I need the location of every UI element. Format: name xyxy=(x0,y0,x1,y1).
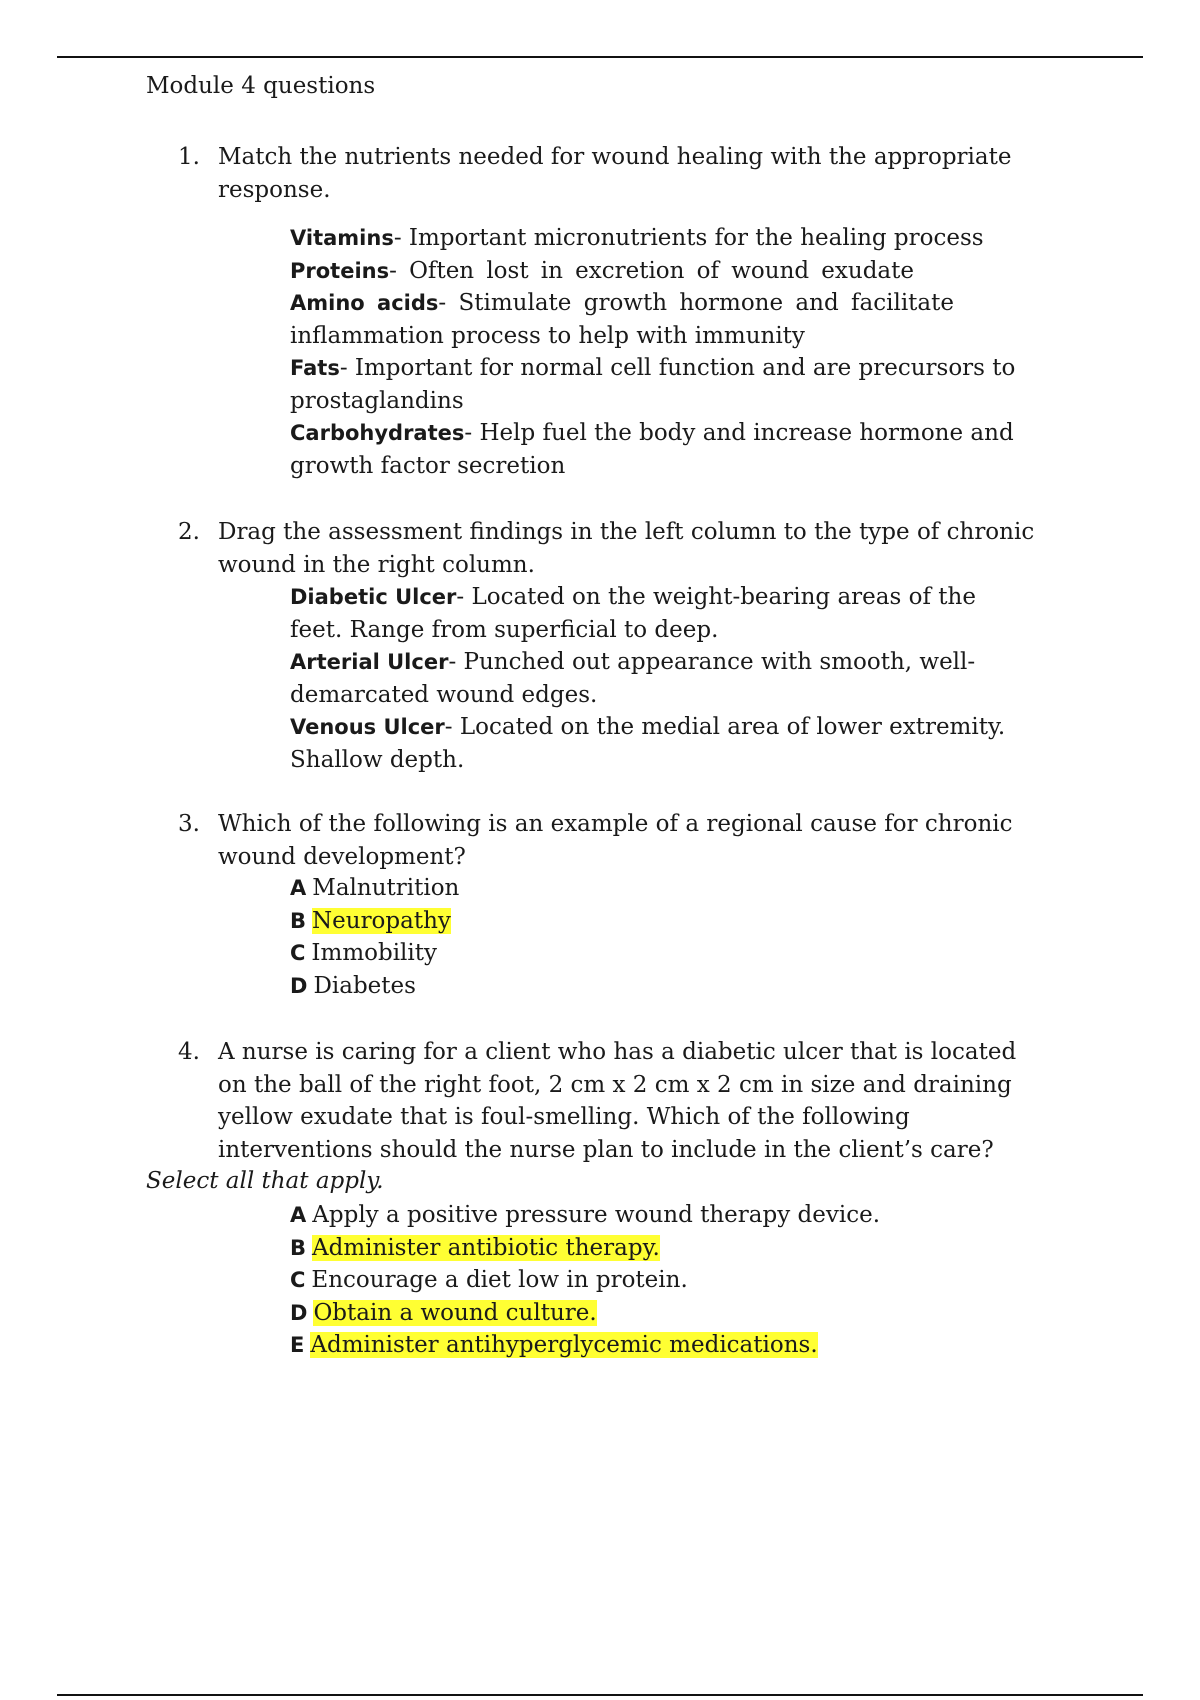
option-letter: B xyxy=(290,1235,307,1260)
list-item xyxy=(290,222,1060,255)
term: Amino acids xyxy=(290,291,439,315)
definition-continued: growth factor secretion xyxy=(290,452,566,479)
option-letter: B xyxy=(290,908,307,933)
question-text: Drag the assessment findings in the left column to the type of chronic wound in the right column. xyxy=(218,519,1035,578)
definition-continued: prostaglandins xyxy=(290,387,464,414)
question-number: 1. xyxy=(178,144,200,170)
option-text: Encourage a diet low in protein. xyxy=(311,1267,688,1293)
option-letter: C xyxy=(290,1268,306,1292)
option-e[interactable] xyxy=(290,1329,1060,1362)
list-item xyxy=(290,646,1060,711)
definition: - Important micronutrients for the healing process xyxy=(393,225,984,251)
term: Proteins xyxy=(290,258,390,283)
list-item xyxy=(290,417,1060,482)
option-b[interactable] xyxy=(290,1232,1060,1265)
list-item xyxy=(290,352,1060,417)
list-item xyxy=(290,255,914,288)
option-text-highlighted: Obtain a wound culture. xyxy=(313,1299,597,1326)
option-text: Diabetes xyxy=(313,972,416,999)
term: Venous Ulcer xyxy=(290,715,445,739)
option-d[interactable] xyxy=(290,970,1060,1003)
bottom-rule xyxy=(57,1694,1143,1696)
option-a[interactable] xyxy=(290,872,1060,905)
option-text: Malnutrition xyxy=(312,875,460,901)
definition: - Often lost in excretion of wound exudate xyxy=(389,257,914,284)
term: Arterial Ulcer xyxy=(290,650,449,674)
term: Fats xyxy=(290,356,340,380)
definition: - Located on the medial area of lower extremity. xyxy=(444,714,1006,740)
list-item xyxy=(290,581,1060,646)
option-letter: D xyxy=(290,973,308,998)
definition-continued: demarcated wound edges. xyxy=(290,681,598,708)
question-text: Which of the following is an example of a regional cause for chronic wound development? xyxy=(218,811,1013,870)
option-letter: C xyxy=(290,941,306,965)
term: Carbohydrates xyxy=(290,421,465,445)
definition-continued: Shallow depth. xyxy=(290,746,465,773)
definition: - Help fuel the body and increase hormone and xyxy=(464,420,1014,446)
question-1 xyxy=(178,141,1078,206)
option-c[interactable] xyxy=(290,1264,1060,1297)
q3-options xyxy=(290,872,1060,1002)
question-text: A nurse is caring for a client who has a diabetic ulcer that is located on the ball of the right foot, 2 cm x 2 cm x 2 cm in size and draining yellow exudate that is foul-smelling. Which of the following interventions should the nurse plan to include in the client’s care? xyxy=(218,1039,1017,1163)
definition: - Punched out appearance with smooth, well- xyxy=(448,649,976,675)
definition: - Stimulate growth hormone and facilitate xyxy=(438,290,954,316)
question-number: 4. xyxy=(178,1039,200,1065)
definition: - Important for normal cell function and are precursors to xyxy=(339,355,1016,381)
select-all-instruction: Select all that apply. xyxy=(146,1168,384,1194)
term: Diabetic Ulcer xyxy=(290,585,457,609)
q1-answer-list xyxy=(290,222,1060,482)
top-rule xyxy=(57,56,1143,58)
option-letter: A xyxy=(290,876,307,900)
definition: - Located on the weight-bearing areas of the xyxy=(456,584,976,610)
definition-continued: feet. Range from superficial to deep. xyxy=(290,616,719,643)
question-text: Match the nutrients needed for wound healing with the appropriate response. xyxy=(218,144,1012,203)
option-b[interactable] xyxy=(290,905,1060,938)
option-text-highlighted: Neuropathy xyxy=(312,907,451,934)
q4-options xyxy=(290,1199,1060,1362)
question-2 xyxy=(178,516,1078,581)
question-number: 3. xyxy=(178,811,200,837)
q2-answer-list xyxy=(290,581,1060,776)
option-a[interactable] xyxy=(290,1199,1060,1232)
term: Vitamins xyxy=(290,226,394,250)
question-4 xyxy=(178,1036,1078,1166)
option-letter: E xyxy=(290,1333,305,1357)
list-item xyxy=(290,711,1060,776)
option-letter: A xyxy=(290,1203,307,1227)
option-letter: D xyxy=(290,1300,308,1325)
question-number: 2. xyxy=(178,519,200,545)
list-item xyxy=(290,287,1060,352)
option-text-highlighted: Administer antihyperglycemic medications. xyxy=(310,1332,818,1358)
option-text: Apply a positive pressure wound therapy device. xyxy=(312,1202,880,1228)
option-text-highlighted: Administer antibiotic therapy. xyxy=(312,1234,660,1261)
option-text: Immobility xyxy=(311,940,438,966)
option-c[interactable] xyxy=(290,937,1060,970)
question-3 xyxy=(178,808,1078,873)
definition-continued: inflammation process to help with immunity xyxy=(290,322,805,349)
option-d[interactable] xyxy=(290,1297,1060,1330)
page-title: Module 4 questions xyxy=(146,73,376,99)
